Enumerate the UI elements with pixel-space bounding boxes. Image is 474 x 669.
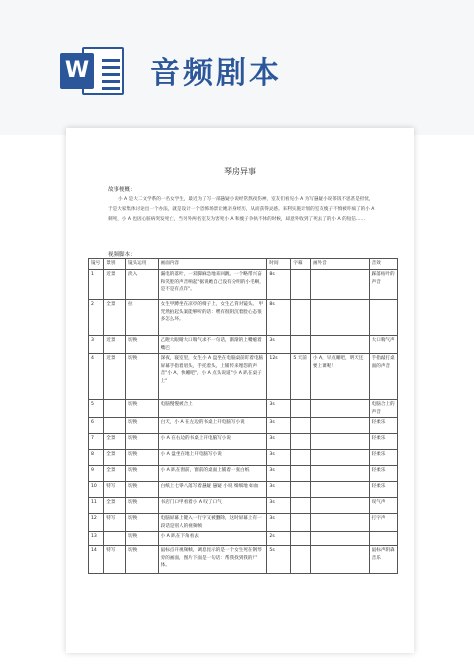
table-cell-time: 3s xyxy=(267,482,291,498)
table-cell-sub xyxy=(291,450,311,466)
table-cell-time: 3s xyxy=(267,498,291,514)
document-page xyxy=(66,128,414,653)
table-cell-num: 2 xyxy=(89,300,104,336)
summary-label: 故事梗概： xyxy=(108,187,136,193)
table-cell-sub xyxy=(291,300,311,336)
table-row xyxy=(89,498,398,514)
table-cell-sfx: 鼠标声阴森音乐 xyxy=(369,546,397,574)
table-cell-vo xyxy=(310,434,369,450)
table-cell-num: 10 xyxy=(89,482,104,498)
column-header: 时间 xyxy=(267,259,291,270)
table-cell-shot: 特写 xyxy=(104,546,126,574)
table-cell-num: 8 xyxy=(89,450,104,466)
table-cell-vo xyxy=(310,400,369,418)
table-cell-shot: 全景 xyxy=(104,466,126,482)
word-app-icon xyxy=(60,45,128,97)
table-cell-sfx: 大口喘气声 xyxy=(369,336,397,354)
table-cell-vo xyxy=(310,546,369,574)
table-cell-sub xyxy=(291,270,311,300)
story-summary: 小 A 是大二文学系的一名女学生，最近为了写一部悬疑小说经常熬夜伤神，室友们看见小 A 为写悬疑小说茶饭不思甚是担忧，于是大家集体讨论出一个办法，就是设计一个恐怖场景让她亲身经历，从而获得灵感。来利实施计划的室友瘦子不慎被吓疯了的小 A 刺死，小 A 也因心脏病突发死亡，当另外两名室友为害死小 A 和瘦子争执不休的时候，却意外收到了死去了的小 A 的短信…… xyxy=(108,197,375,222)
table-cell-sfx: 打字声 xyxy=(369,514,397,532)
table-cell-sub xyxy=(291,418,311,434)
table-cell-time: 3s xyxy=(267,400,291,418)
table-cell-shot: 全景 xyxy=(104,300,126,336)
table-cell-time: 3s xyxy=(267,450,291,466)
table-cell-sub xyxy=(291,482,311,498)
table-cell-shot: 特写 xyxy=(104,482,126,498)
table-cell-shot: 近景 xyxy=(104,336,126,354)
table-cell-time: 2s xyxy=(267,532,291,546)
table-row xyxy=(89,466,398,482)
table-cell-sub xyxy=(291,532,311,546)
table-cell-shot: 特写 xyxy=(104,514,126,532)
table-cell-num: 9 xyxy=(89,466,104,482)
table-cell-scene: 女生甲蹲坐在凉亭的椅子上，女生乙背对镜头。 甲咒然拍起头案能够听的话：嘿有很阴沉着脸心态很多怎么坏。 xyxy=(158,300,267,336)
table-cell-move: 切换 xyxy=(125,532,158,546)
word-letter-badge: W xyxy=(60,53,94,89)
table-cell-time: 3s xyxy=(267,434,291,450)
table-cell-time: 8s xyxy=(267,270,291,300)
table-cell-move: 切换 xyxy=(125,546,158,574)
table-cell-scene: 电脑慢慢被合上 xyxy=(158,400,267,418)
table-cell-sub xyxy=(291,546,311,574)
table-cell-sub xyxy=(291,336,311,354)
table-cell-move: 淡入 xyxy=(125,270,158,300)
table-cell-sfx: 轻柔乐 xyxy=(369,434,397,450)
table-cell-vo xyxy=(310,450,369,466)
table-cell-scene: 小 A 在右边的书桌上开电脑写小说 xyxy=(158,434,267,450)
table-cell-sfx: 轻柔乐 xyxy=(369,466,397,482)
table-cell-num: 14 xyxy=(89,546,104,574)
table-cell-vo xyxy=(310,466,369,482)
table-cell-sub xyxy=(291,434,311,450)
table-cell-vo: 小 A，早点睡吧，明天还要上课呢！ xyxy=(310,354,369,400)
table-cell-scene: 小 A 趴在下角看去 xyxy=(158,532,267,546)
table-cell-time: 3s xyxy=(267,418,291,434)
table-cell-sub xyxy=(291,514,311,532)
table-row xyxy=(89,532,398,546)
table-cell-scene: 深夜，寝室里，女生小 A 盘坐在电脑桌前盯着电脑屏幕手指着眉头，手托着头，上铺传来埋怨的声音"小 A，快睡吧"，小 A 点头说道"小 A 趴在桌子上" xyxy=(158,354,267,400)
table-cell-move: 切换 xyxy=(125,400,158,418)
table-cell-shot: 全景 xyxy=(104,450,126,466)
table-cell-move: 切换 xyxy=(125,498,158,514)
table-cell-sfx: 踩落枯叶的声音 xyxy=(369,270,397,300)
table-cell-scene: 小 A 趴在窗前，窗前的桌面上铺着一张白纸 xyxy=(158,466,267,482)
table-cell-time: 3s xyxy=(267,466,291,482)
table-cell-move: 切换 xyxy=(125,354,158,400)
column-header: 镜头运用 xyxy=(125,259,158,270)
table-row xyxy=(89,354,398,400)
column-header: 音效 xyxy=(369,259,397,270)
table-cell-scene: 书店门口甲看着小 A 叹了口气 xyxy=(158,498,267,514)
table-cell-vo xyxy=(310,418,369,434)
table-cell-num: 1 xyxy=(89,270,104,300)
table-cell-sub xyxy=(291,400,311,418)
table-cell-sfx: 轻柔乐 xyxy=(369,418,397,434)
table-cell-sfx: 手指敲打桌面的声音 xyxy=(369,354,397,400)
table-cell-move: 切换 xyxy=(125,482,158,498)
table-cell-shot xyxy=(104,418,126,434)
table-cell-move: 拉 xyxy=(125,300,158,336)
table-cell-sub xyxy=(291,466,311,482)
table-cell-vo xyxy=(310,482,369,498)
table-cell-sfx: 叹气声 xyxy=(369,498,397,514)
table-cell-move: 切换 xyxy=(125,434,158,450)
table-cell-shot xyxy=(104,400,126,418)
column-header: 景别 xyxy=(104,259,126,270)
table-cell-scene: 电脑屏幕上键入一行字又被删除，这时屏幕上有一段话是别人的视频帧 xyxy=(158,514,267,532)
table-cell-time: 3s xyxy=(267,336,291,354)
table-cell-sfx: 轻柔乐 xyxy=(369,482,397,498)
document-title: 琴房异事 xyxy=(224,167,256,176)
table-cell-num: 7 xyxy=(89,434,104,450)
table-row xyxy=(89,546,398,574)
table-cell-vo xyxy=(310,300,369,336)
table-cell-vo xyxy=(310,514,369,532)
table-cell-move: 切换 xyxy=(125,336,158,354)
table-cell-time: 3s xyxy=(267,514,291,532)
table-cell-scene: 鼠标点开视频帧，调息昆示的是一个女生死在钢琴旁的画面，图片下面是一句话：帮我找到我的尸体。 xyxy=(158,546,267,574)
table-row xyxy=(89,300,398,336)
table-cell-sfx xyxy=(369,300,397,336)
table-cell-vo xyxy=(310,270,369,300)
table-cell-move: 切换 xyxy=(125,466,158,482)
table-cell-num: 13 xyxy=(89,532,104,546)
table-cell-num: 5 xyxy=(89,400,104,418)
table-cell-shot xyxy=(104,532,126,546)
column-header: 画外音 xyxy=(310,259,369,270)
table-cell-shot: 全景 xyxy=(104,434,126,450)
table-cell-vo xyxy=(310,532,369,546)
table-cell-scene: 白天，小 A 在左边的书桌上开电脑写小说 xyxy=(158,418,267,434)
table-row xyxy=(89,270,398,300)
table-cell-scene: 白纸上七零八落写着悬疑 悬疑 小说 细细地 如血 xyxy=(158,482,267,498)
column-header: 镜号 xyxy=(89,259,104,270)
table-cell-sfx: 电脑合上的声音 xyxy=(369,400,397,418)
table-cell-num: 11 xyxy=(89,498,104,514)
banner-title: 音频剧本 xyxy=(150,56,282,91)
table-cell-num: 12 xyxy=(89,514,104,532)
table-cell-num: 3 xyxy=(89,336,104,354)
table-cell-shot: 全景 xyxy=(104,498,126,514)
table-cell-move: 切换 xyxy=(125,418,158,434)
table-row xyxy=(89,482,398,498)
column-header: 字幕 xyxy=(291,259,311,270)
table-cell-num: 4 xyxy=(89,354,104,400)
table-cell-shot: 近景 xyxy=(104,270,126,300)
table-cell-sfx: 轻柔乐 xyxy=(369,450,397,466)
table-cell-time: 5s xyxy=(267,546,291,574)
script-label: 视频脚本： xyxy=(108,252,136,258)
table-row xyxy=(89,418,398,434)
table-cell-move: 切换 xyxy=(125,450,158,466)
table-cell-time: 8s xyxy=(267,300,291,336)
table-row xyxy=(89,450,398,466)
table-cell-scene: 乙瞪大眼睛大口喘气求不一句话，渐渐的上嘴瘪着嘴巴 xyxy=(158,336,267,354)
table-row xyxy=(89,434,398,450)
table-header-row xyxy=(89,259,398,270)
table-cell-shot: 近景 xyxy=(104,354,126,400)
table-cell-vo xyxy=(310,498,369,514)
table-cell-sub xyxy=(291,498,311,514)
table-cell-scene: 漏电的落叶，一双脚麻急地来回踱。一个略带兴奋和笑腔的声音响起"据说她自己没有分明的小毛啊，是不是有点诈"。 xyxy=(158,270,267,300)
table-row xyxy=(89,336,398,354)
script-table xyxy=(88,258,398,574)
table-cell-time: 12s xyxy=(267,354,291,400)
column-header: 画面内容 xyxy=(158,259,267,270)
table-cell-num: 6 xyxy=(89,418,104,434)
table-row xyxy=(89,400,398,418)
table-cell-sfx xyxy=(369,532,397,546)
table-cell-move: 切换 xyxy=(125,514,158,532)
table-row xyxy=(89,514,398,532)
table-cell-scene: 小 A 盘坐在地上开电脑写小说 xyxy=(158,450,267,466)
table-cell-sub: 5 天前 xyxy=(291,354,311,400)
banner xyxy=(0,0,474,135)
table-cell-vo xyxy=(310,336,369,354)
